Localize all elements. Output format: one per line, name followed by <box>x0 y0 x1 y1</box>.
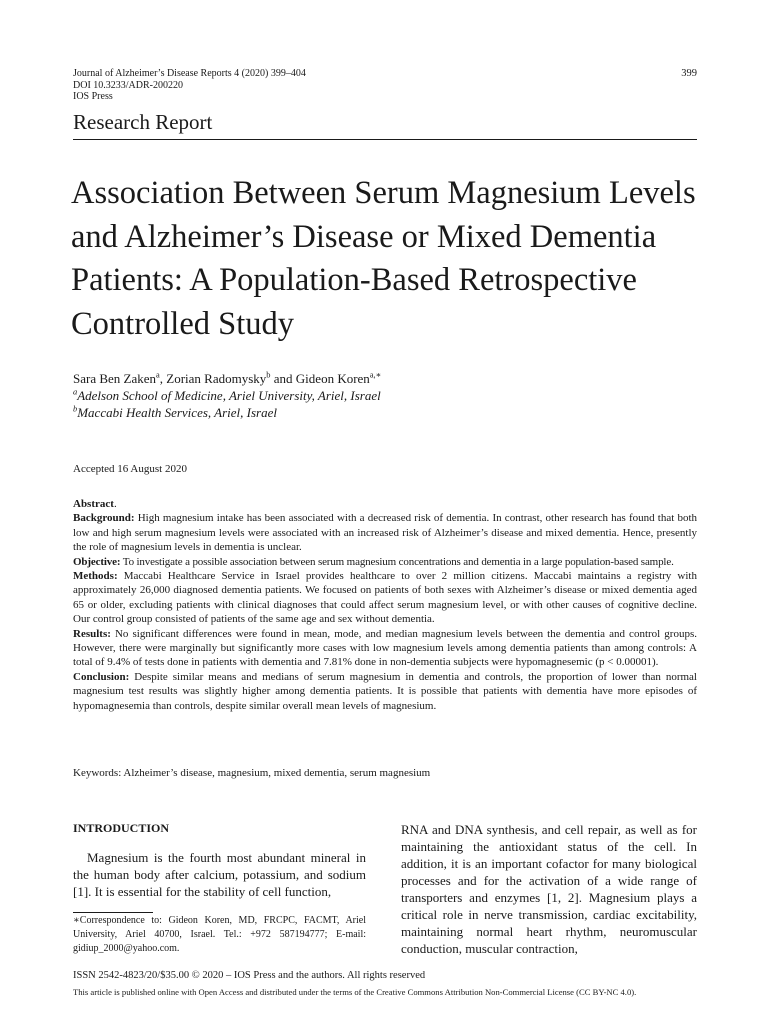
article-type-label: Research Report <box>73 110 213 134</box>
abstract-label: Background: <box>73 512 135 525</box>
author-separator: , <box>159 371 167 386</box>
accepted-date: Accepted 16 August 2020 <box>73 463 187 475</box>
page-number: 399 <box>681 68 697 79</box>
author-name: Gideon Koren <box>295 371 370 386</box>
abstract-background <box>73 511 697 554</box>
author-separator: and <box>270 371 296 386</box>
affiliation-text: Maccabi Health Services, Ariel, Israel <box>77 405 277 420</box>
journal-header <box>73 68 306 103</box>
author-name: Zorian Radomysky <box>166 371 267 386</box>
issn-copyright: ISSN 2542-4823/20/$35.00 © 2020 – IOS Press and the authors. All rights reserved <box>73 970 426 981</box>
correspondence-footnote: ∗Correspondence to: Gideon Koren, MD, FRCPC, FACMT, Ariel University, Ariel 40700, Israel. Tel.: +972 587194777; E-mail: gidiup_2000@yahoo.com. <box>73 915 366 954</box>
affiliation <box>73 388 381 404</box>
footnote-divider <box>73 912 153 913</box>
abstract-text: No significant differences were found in mean, mode, and median magnesium levels between the dementia and control groups. However, there were marginally but significantly more cases with low magnesium levels among dementia patients than among controls: A total of 9.4% of tests done in patients with dementia and 7.81% done in non-dementia subjects were hypomagnesemic (p < 0.00001). <box>73 627 697 669</box>
keywords: Keywords: Alzheimer’s disease, magnesium, mixed dementia, serum magnesium <box>73 767 431 779</box>
affiliation-text: Adelson School of Medicine, Ariel University, Ariel, Israel <box>77 388 381 403</box>
affiliation <box>73 405 277 421</box>
body-text-left-column: Magnesium is the fourth most abundant mineral in the human body after calcium, potassium, and sodium [1]. It is essential for the stability of cell function, <box>73 850 366 899</box>
abstract-label: Conclusion: <box>73 670 130 683</box>
abstract-text: Maccabi Healthcare Service in Israel provides healthcare to over 2 million citizens. Maccabi maintains a registry with approximately 26,000 diagnosed dementia patients. We focused on patients of both sexes with Alzheimer’s disease or mixed dementia aged 65 or older, excluding patients with clinical diagnoses that could affect serum magnesium level, or with other causes of cognitive decline. Our control group consisted of patients of the same age and sex without dementia. <box>73 570 697 626</box>
article-title: Association Between Serum Magnesium Levels and Alzheimer’s Disease or Mixed Dementia Patients: A Population-Based Retrospective Controlled Study <box>71 175 696 342</box>
abstract-text: Despite similar means and medians of serum magnesium in dementia and controls, the proportion of lower than normal magnesium test results was slightly higher among dementia patients. It is possible that patients with dementia have more episodes of hypomagnesemia than controls, despite similar overall mean levels of magnesium. <box>73 670 697 712</box>
journal-citation: Journal of Alzheimer’s Disease Reports 4 (2020) 399–404 <box>73 68 306 79</box>
license-statement: This article is published online with Open Access and distributed under the terms of the Creative Commons Attribution Non-Commercial License (CC BY-NC 4.0). <box>73 987 637 997</box>
abstract-conclusion <box>73 670 697 713</box>
author-name: Sara Ben Zaken <box>73 371 157 386</box>
author-list <box>73 371 381 387</box>
abstract-results <box>73 627 697 670</box>
section-heading: INTRODUCTION <box>73 821 170 835</box>
doi: DOI 10.3233/ADR-200220 <box>73 79 183 91</box>
abstract-text: High magnesium intake has been associated with a decreased risk of dementia. In contrast, other research has found that both low and high serum magnesium levels were associated with an increased risk of Alzheimer’s disease and mixed dementia. Hence, presently the role of magnesium levels in dementia is unclear. <box>73 512 697 554</box>
abstract-heading: Abstract <box>73 498 114 510</box>
abstract-methods <box>73 569 697 627</box>
affiliation-mark: a <box>73 386 78 397</box>
abstract-block <box>73 497 697 713</box>
body-text-right-column: RNA and DNA synthesis, and cell repair, as well as for maintaining the antioxidant status of the cell. In addition, it is an important cofactor for many biological processes and for the activation of a wide range of transporters and enzymes [1, 2]. Magnesium plays a critical role in nerve transmission, cardiac excitability, maintaining normal heart rhythm, neuromuscular conduction, muscular contraction, <box>401 822 697 956</box>
author-affil-mark: a,∗ <box>369 369 382 380</box>
publisher: IOS Press <box>73 91 113 102</box>
abstract-label: Methods: <box>73 570 118 583</box>
header-divider <box>73 139 697 140</box>
abstract-label: Results: <box>73 627 111 640</box>
abstract-text: To investigate a possible association between serum magnesium concentrations and dementia in a large population-based sample. <box>120 555 674 568</box>
abstract-label: Objective: <box>73 555 121 568</box>
abstract-objective <box>73 555 697 569</box>
author-affil-mark: b <box>266 369 271 380</box>
author-affil-mark: a <box>156 369 160 380</box>
affiliation-mark: b <box>73 403 78 414</box>
abstract-heading-period: . <box>113 498 117 510</box>
